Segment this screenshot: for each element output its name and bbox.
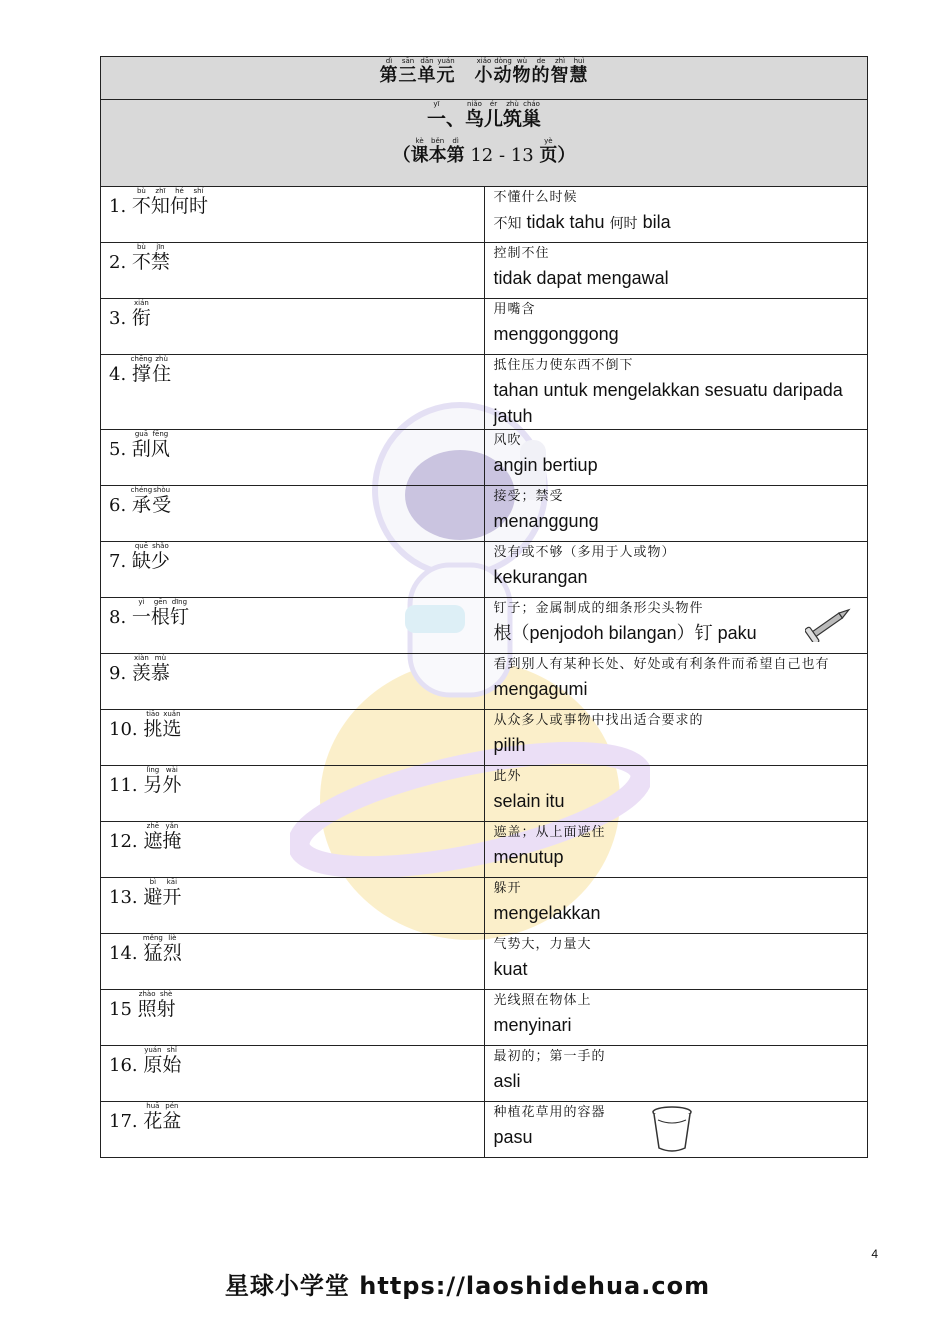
malay-translation: selain itu [493, 791, 565, 811]
malay-term: tidak tahu [521, 212, 610, 232]
word-cell [101, 822, 485, 878]
lesson-title-cell [101, 100, 868, 187]
pinyin: dīng [169, 598, 189, 606]
vocab-rows [101, 187, 868, 1158]
vocab-row [101, 878, 868, 934]
vocab-char: 羡xiàn [131, 654, 151, 684]
malay-translation: mengelakkan [493, 903, 601, 923]
pinyin: mù [150, 654, 170, 662]
page-ref-char: 页yè [539, 137, 558, 166]
vocab-char: 掩yǎn [162, 822, 182, 852]
word-cell [101, 187, 485, 243]
item-number: 12. [109, 831, 144, 852]
chinese-definition: 气势大，力量大 [493, 937, 592, 952]
meaning-cell [484, 990, 868, 1046]
word-cell [101, 654, 485, 710]
chinese-definition: 光线照在物体上 [493, 993, 592, 1008]
vocab-char: 另lìng [143, 766, 163, 796]
word-cell [101, 710, 485, 766]
vocab-row [101, 430, 868, 486]
word-cell [101, 1046, 485, 1102]
item-number: 1. [109, 196, 132, 217]
pinyin: huā [143, 1102, 163, 1110]
item-number: 10. [109, 719, 144, 740]
vocab-row [101, 486, 868, 542]
malay-translation: tidak dapat mengawal [493, 268, 669, 288]
word-cell [101, 766, 485, 822]
pinyin: dòng [493, 57, 513, 65]
pinyin: bù [131, 187, 151, 195]
item-number: 4. [109, 364, 132, 385]
vocab-row [101, 1102, 868, 1158]
page-number: 4 [871, 1247, 878, 1261]
vocab-char: 根gēn [150, 598, 170, 628]
vocab-row [101, 934, 868, 990]
vocab-char: 钉dīng [169, 598, 189, 628]
malay-translation: pasu [493, 1127, 533, 1147]
item-number: 14. [109, 943, 144, 964]
word-cell [101, 598, 485, 654]
pinyin: bù [131, 243, 151, 251]
vocab-char: 少shǎo [150, 542, 170, 572]
pinyin: ér [484, 100, 503, 108]
item-number: 8. [109, 607, 132, 628]
malay-translation: pilih [493, 735, 526, 755]
meaning-cell [484, 654, 868, 710]
chinese-definition: 看到别人有某种长处、好处或有利条件而希望自己也有 [493, 657, 830, 672]
unit-char: 三sān [398, 57, 418, 86]
vocab-char: 猛měng [142, 934, 163, 964]
item-number: 3. [109, 308, 132, 329]
textbook-page-reference: （课kè本běn第dì 12 - 13 页yè） [392, 137, 576, 166]
unit-char: 慧huì [569, 57, 589, 86]
chinese-definition: 此外 [493, 769, 522, 784]
unit-char: 第dì [379, 57, 399, 86]
vocab-char: 慕mù [150, 654, 170, 684]
unit-char: 单dān [417, 57, 437, 86]
meaning-cell [484, 1102, 868, 1158]
pinyin: yuán [436, 57, 456, 65]
vocab-char: 烈liè [162, 934, 182, 964]
pinyin: xiǎo [474, 57, 494, 65]
pinyin: jīn [150, 243, 170, 251]
pinyin: xiàn [131, 654, 151, 662]
pinyin: zhào [137, 990, 157, 998]
vocab-row [101, 598, 868, 654]
chinese-definition: 种植花草用的容器 [493, 1105, 606, 1120]
meaning-cell [484, 1046, 868, 1102]
vocab-row [101, 710, 868, 766]
vocab-char: 照zhào [137, 990, 157, 1020]
malay-term: bila [637, 212, 671, 232]
pinyin: xián [131, 299, 151, 307]
chinese-definition: 钉子；金属制成的细条形尖头物件 [493, 601, 704, 616]
vocab-char: 盆pén [162, 1102, 182, 1132]
word-cell [101, 299, 485, 355]
lesson-char: 、 [445, 108, 465, 130]
pinyin: shè [156, 990, 176, 998]
word-cell [101, 990, 485, 1046]
vocab-char: 花huā [143, 1102, 163, 1132]
item-number: 11. [109, 775, 144, 796]
pinyin: quē [131, 542, 151, 550]
vocab-row [101, 187, 868, 243]
meaning-cell [484, 486, 868, 542]
pinyin: guā [131, 430, 151, 438]
pinyin: zhī [150, 187, 170, 195]
item-number: 17. [109, 1111, 144, 1132]
malay-translation: asli [493, 1071, 521, 1091]
pinyin: huì [569, 57, 589, 65]
pinyin: bì [143, 878, 163, 886]
malay-term: paku [712, 623, 757, 643]
pinyin: pén [162, 1102, 182, 1110]
vocab-char: 避bì [143, 878, 163, 908]
vocab-row [101, 542, 868, 598]
lesson-char: 鸟niǎo [464, 100, 484, 130]
pinyin: tiāo [143, 710, 163, 718]
pinyin: dì [446, 137, 465, 145]
pinyin: chēng [130, 355, 153, 363]
vocab-row [101, 822, 868, 878]
unit-char [456, 65, 475, 86]
unit-char: 的de [531, 57, 551, 86]
pinyin: zhù [503, 100, 523, 108]
chinese-definition: 躲开 [493, 881, 522, 896]
vocab-char: 时shí [188, 187, 208, 217]
malay-translation: angin bertiup [493, 455, 598, 475]
pinyin: fēng [150, 430, 170, 438]
lesson-char: 儿ér [484, 100, 504, 130]
unit-char: 小xiǎo [474, 57, 494, 86]
vocab-char: 不bù [131, 243, 151, 273]
pinyin: kè [410, 137, 429, 145]
pinyin: yī [426, 100, 446, 108]
pinyin: niǎo [464, 100, 484, 108]
page-ref-char: 第dì [446, 137, 465, 166]
pinyin: de [531, 57, 551, 65]
meaning-cell [484, 299, 868, 355]
vocab-char: 承chéng [130, 486, 153, 516]
vocab-char: 挑tiāo [143, 710, 163, 740]
unit-title-cell [101, 57, 868, 100]
item-number: 5. [109, 439, 132, 460]
chinese-definition: 抵住压力使东西不倒下 [493, 358, 634, 373]
vocab-char: 衔xián [131, 299, 151, 329]
malay-translation: kekurangan [493, 567, 588, 587]
vocab-char: 原yuán [143, 1046, 163, 1076]
word-cell [101, 542, 485, 598]
vocab-char: 始shǐ [162, 1046, 182, 1076]
unit-char: 智zhì [550, 57, 570, 86]
flower-pot-icon [650, 1104, 694, 1158]
pinyin: chéng [130, 486, 153, 494]
chinese-definition: 控制不住 [493, 246, 550, 261]
chinese-term: 不知 [493, 216, 522, 232]
vocab-char: 何hé [169, 187, 189, 217]
malay-translation: menutup [493, 847, 564, 867]
pinyin: zhù [152, 355, 172, 363]
pinyin: zhì [550, 57, 570, 65]
vocab-char: 风fēng [150, 430, 170, 460]
item-number: 7. [109, 551, 132, 572]
footer-site-credit: 星球小学堂 https://laoshidehua.com [224, 1272, 711, 1300]
chinese-definition: 没有或不够（多用于人或物） [493, 545, 676, 560]
pinyin: gēn [150, 598, 170, 606]
pinyin: lìng [143, 766, 163, 774]
meaning-cell [484, 766, 868, 822]
vocab-char: 刮guā [131, 430, 151, 460]
lesson-char: 一yī [426, 100, 446, 130]
item-number: 9. [109, 663, 132, 684]
word-cell [101, 486, 485, 542]
nail-icon [805, 604, 855, 646]
pinyin: yì [131, 598, 151, 606]
pinyin: kāi [162, 878, 182, 886]
vocab-char: 不bù [131, 187, 151, 217]
meaning-cell [484, 934, 868, 990]
vocab-row [101, 355, 868, 430]
chinese-definition: 风吹 [493, 433, 522, 448]
meaning-cell [484, 355, 868, 430]
vocab-row [101, 990, 868, 1046]
pinyin: shǐ [162, 1046, 182, 1054]
unit-char: 动dòng [493, 57, 513, 86]
item-number: 2. [109, 252, 132, 273]
malay-translation: menanggung [493, 511, 599, 531]
item-number: 15 [109, 999, 138, 1020]
word-cell [101, 355, 485, 430]
pinyin: shǎo [150, 542, 170, 550]
pinyin: běn [428, 137, 447, 145]
unit-header-row [101, 57, 868, 100]
lesson-title [427, 100, 541, 131]
pinyin: yuán [143, 1046, 163, 1054]
meaning-cell [484, 430, 868, 486]
vocab-char: 射shè [156, 990, 176, 1020]
unit-title [380, 57, 589, 87]
chinese-definition: 遮盖；从上面遮住 [493, 825, 606, 840]
unit-char: 物wù [512, 57, 532, 86]
item-number: 13. [109, 887, 144, 908]
pinyin: sān [398, 57, 418, 65]
pinyin: wài [162, 766, 182, 774]
vocab-row [101, 654, 868, 710]
malay-translation [494, 209, 868, 237]
malay-translation: mengagumi [493, 679, 588, 699]
chinese-definition: 接受；禁受 [493, 489, 564, 504]
lesson-char: 巢cháo [522, 100, 542, 130]
pinyin: cháo [522, 100, 542, 108]
vocab-char: 禁jīn [150, 243, 170, 273]
chinese-term: 何时 [609, 216, 638, 232]
meaning-cell [484, 878, 868, 934]
meaning-cell [484, 542, 868, 598]
chinese-definition: 从众多人或事物中找出适合要求的 [493, 713, 704, 728]
malay-translation: menyinari [493, 1015, 572, 1035]
pinyin: zhē [143, 822, 163, 830]
malay-translation: kuat [493, 959, 528, 979]
unit-char: 元yuán [436, 57, 456, 86]
word-cell [101, 243, 485, 299]
item-number: 6. [109, 495, 132, 516]
vocab-char: 受shòu [152, 486, 172, 516]
pinyin: shòu [152, 486, 172, 494]
vocab-char: 外wài [162, 766, 182, 796]
vocab-char: 开kāi [162, 878, 182, 908]
pinyin: měng [142, 934, 163, 942]
vocab-row [101, 766, 868, 822]
meaning-cell [484, 822, 868, 878]
pinyin: xuǎn [162, 710, 182, 718]
vocab-row [101, 299, 868, 355]
chinese-definition: 不懂什么时候 [493, 190, 578, 205]
lesson-char: 筑zhù [503, 100, 523, 130]
word-cell [101, 878, 485, 934]
vocab-char: 撑chēng [130, 355, 153, 385]
chinese-definition: 用嘴含 [493, 302, 536, 317]
pinyin: yǎn [162, 822, 182, 830]
pinyin: dān [417, 57, 437, 65]
vocab-char: 遮zhē [143, 822, 163, 852]
page-ref-char: 课kè [410, 137, 429, 166]
malay-translation: menggonggong [493, 324, 619, 344]
chinese-definition: 最初的；第一手的 [493, 1049, 606, 1064]
vocab-row [101, 1046, 868, 1102]
lesson-header-row [101, 100, 868, 187]
vocab-char: 一yì [131, 598, 151, 628]
word-cell [101, 430, 485, 486]
vocab-char: 住zhù [152, 355, 172, 385]
page-ref-char: 本běn [428, 137, 447, 166]
malay-term: 根（penjodoh bilangan）钉 [493, 623, 713, 643]
vocab-char: 知zhī [150, 187, 170, 217]
vocabulary-table [100, 56, 868, 1158]
pinyin: hé [169, 187, 189, 195]
pinyin: yè [539, 137, 558, 145]
vocab-char: 缺quē [131, 542, 151, 572]
word-cell [101, 1102, 485, 1158]
meaning-cell [484, 187, 868, 243]
pinyin: shí [188, 187, 208, 195]
vocab-row [101, 243, 868, 299]
word-cell [101, 934, 485, 990]
page-range: 12 - 13 [464, 145, 540, 166]
pinyin: liè [162, 934, 182, 942]
meaning-cell [484, 243, 868, 299]
item-number: 16. [109, 1055, 144, 1076]
vocab-char: 选xuǎn [162, 710, 182, 740]
pinyin: wù [512, 57, 532, 65]
malay-translation: tahan untuk mengelakkan sesuatu daripada jatuh [493, 380, 843, 426]
meaning-cell [484, 710, 868, 766]
pinyin: dì [379, 57, 399, 65]
meaning-cell [484, 598, 868, 654]
